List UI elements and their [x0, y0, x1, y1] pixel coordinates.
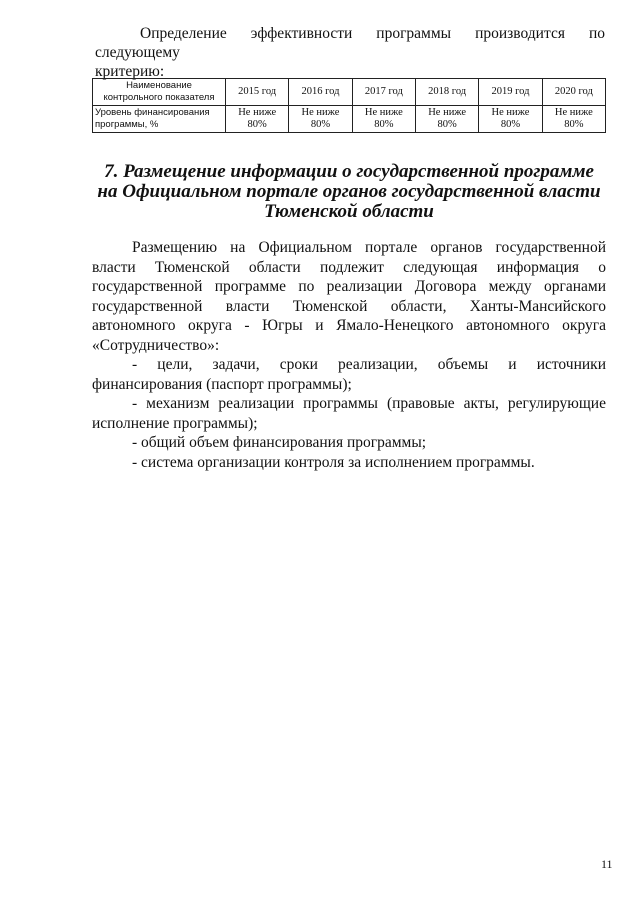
- indicator-name-header-line-2: контрольного показателя: [103, 92, 215, 103]
- section-body: [92, 238, 606, 472]
- list-item: - система организации контроля за исполнением программы.: [132, 453, 535, 471]
- criteria-table: [92, 78, 606, 133]
- year-header: 2017 год: [352, 79, 415, 106]
- value-line-2: 80%: [310, 119, 331, 130]
- value-line-2: 80%: [564, 119, 584, 130]
- value-cell: [352, 106, 415, 133]
- indicator-name-header-line-1: Наименование: [126, 80, 192, 91]
- intro-line-2: критерию:: [95, 63, 165, 80]
- value-cell: [226, 106, 289, 133]
- value-line-1: Не ниже: [554, 107, 593, 118]
- indicator-name-line-1: Уровень финансирования: [95, 107, 210, 118]
- indicator-name-line-2: программы, %: [95, 119, 159, 130]
- table-header-row: [93, 79, 606, 106]
- year-header: 2019 год: [479, 79, 542, 106]
- section-heading-line-2: на Официальном портале органов государственной власти: [97, 181, 601, 202]
- value-cell: [289, 106, 352, 133]
- value-cell: [479, 106, 542, 133]
- page-number: 11: [601, 857, 613, 871]
- indicator-name-cell: [93, 106, 226, 133]
- value-line-2: 80%: [374, 119, 394, 130]
- body-paragraph: Размещению на Официальном портале органов государственной власти Тюменской области подлежит следующая информация о государственной программе по реализации Договора между органами государственной власти Тюменской области, Ханты-Мансийского автономного округа - Югры и Ямало-Ненецкого автономного округа «Сотрудничество»:: [92, 239, 606, 354]
- intro-line-1: Определение эффективности программы производится по следующему: [95, 25, 605, 61]
- list-item: - общий объем финансирования программы;: [132, 434, 427, 451]
- intro-paragraph: [95, 24, 605, 81]
- value-line-1: Не ниже: [428, 107, 467, 118]
- table-row: [93, 106, 606, 133]
- section-heading: [92, 162, 606, 222]
- year-header: 2018 год: [415, 79, 478, 106]
- value-line-2: 80%: [437, 119, 457, 130]
- value-line-2: 80%: [247, 119, 267, 130]
- value-line-2: 80%: [500, 119, 521, 130]
- value-line-1: Не ниже: [238, 107, 277, 118]
- list-item: - механизм реализации программы (правовые акты, регулирующие исполнение программы);: [92, 395, 606, 432]
- year-header: 2016 год: [289, 79, 352, 106]
- value-line-1: Не ниже: [301, 107, 340, 118]
- value-cell: [542, 106, 605, 133]
- list-item: - цели, задачи, сроки реализации, объемы и источники финансирования (паспорт программы);: [92, 356, 606, 393]
- value-cell: [415, 106, 478, 133]
- section-heading-line-1: 7. Размещение информации о государственной программе: [104, 161, 594, 182]
- year-header: 2020 год: [542, 79, 605, 106]
- year-header: 2015 год: [226, 79, 289, 106]
- section-heading-line-3: Тюменской области: [264, 201, 434, 222]
- value-line-1: Не ниже: [491, 107, 530, 118]
- value-line-1: Не ниже: [364, 107, 403, 118]
- indicator-name-header: [93, 79, 226, 106]
